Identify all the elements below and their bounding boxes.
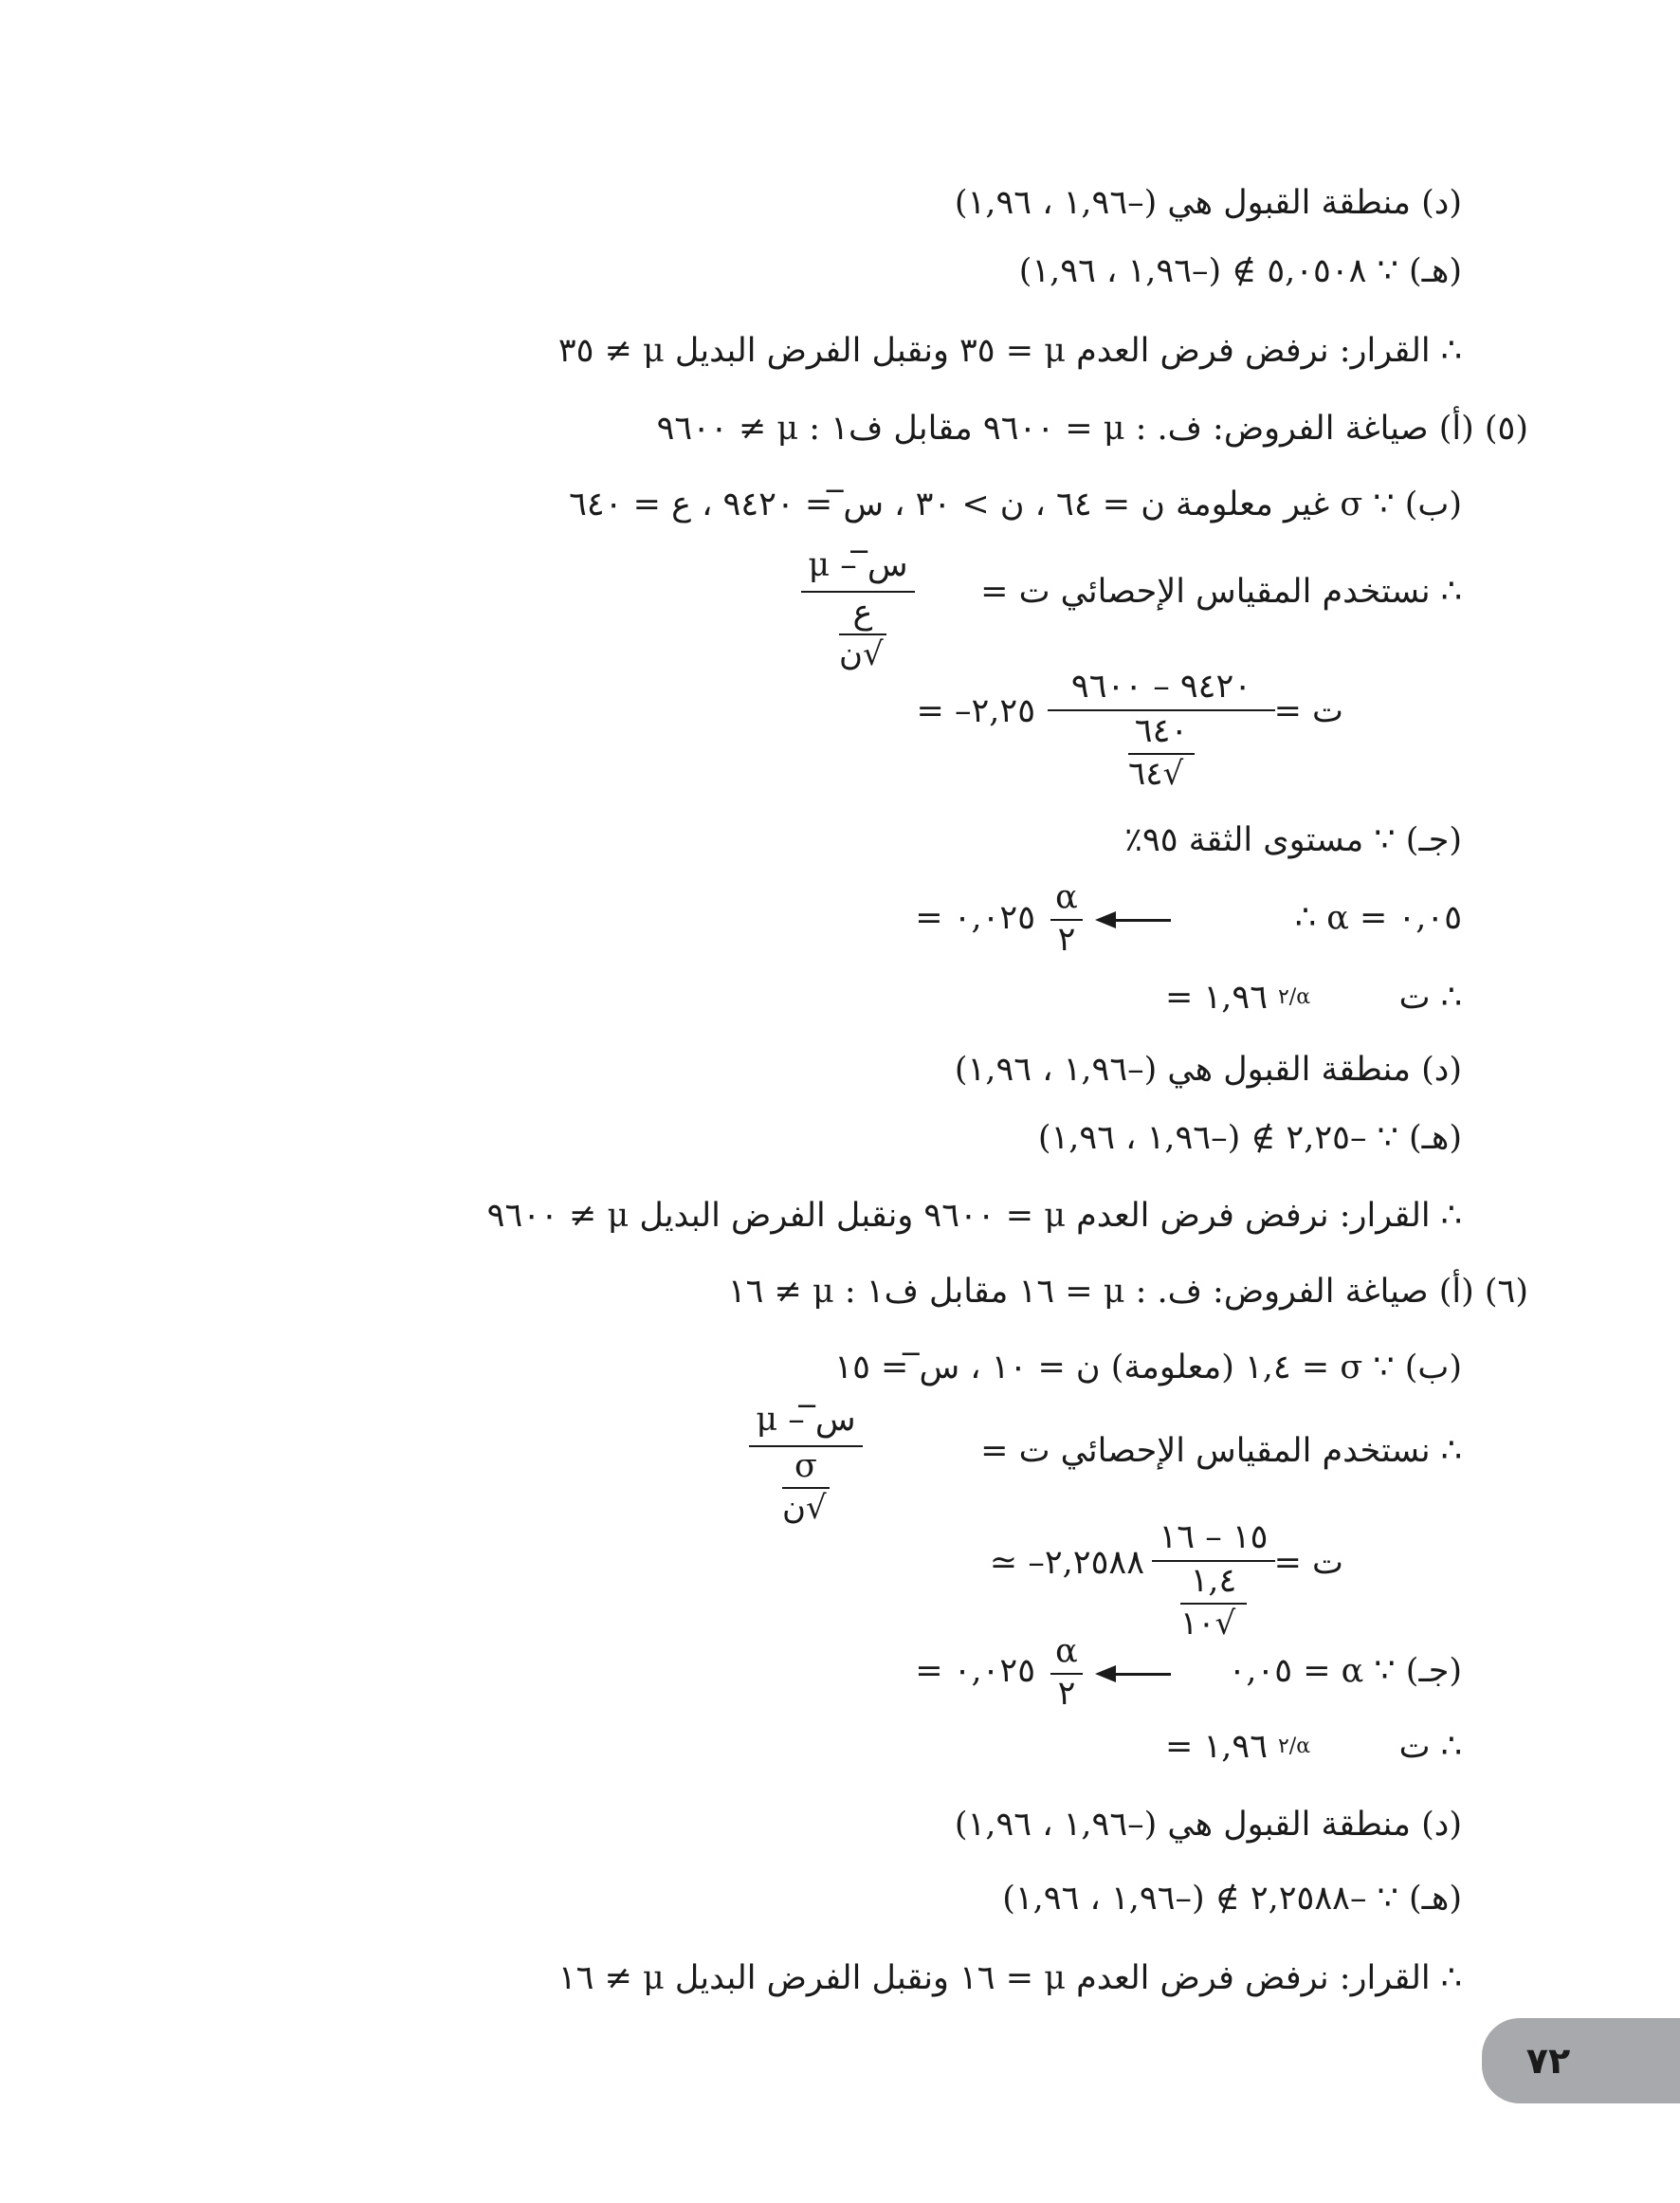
- alpha-half-result: = ٠,٠٢٥: [915, 899, 1035, 937]
- given-data-line: (ب) ∵ σ = ١,٤ (معلومة) ن = ١٠ ، س̅ = ١٥: [834, 1349, 1462, 1386]
- alpha-half-result: = ٠,٠٢٥: [915, 1652, 1035, 1690]
- decision-test-line: (هـ) ∵ –٢,٢٥٨٨ ∌ (–١,٩٦ ، ١,٩٦): [1002, 1880, 1462, 1918]
- alpha-half-denominator: ٢: [1057, 1675, 1076, 1713]
- decision-test-line: (هـ) ∵ ٥,٠٥٠٨ ∌ (–١,٩٦ ، ١,٩٦): [1018, 252, 1462, 290]
- critical-value-label: ∴ ت: [1398, 979, 1462, 1017]
- test-statistic-label: ∴ نستخدم المقياس الإحصائي ت =: [980, 1432, 1462, 1470]
- formula-denominator-top: ع: [852, 594, 873, 632]
- alpha-half-numerator: α: [1055, 878, 1078, 916]
- arrow-line: [1114, 1673, 1171, 1676]
- decision-line: ∴ القرار: نرفض فرض العدم μ = ٩٦٠٠ ونقبل الفرض البديل μ ≠ ٩٦٠٠: [486, 1197, 1462, 1235]
- formula-numerator: س̅ – μ: [756, 1401, 856, 1439]
- t-value-result: ≃ –٢,٢٥٨٨: [989, 1544, 1144, 1582]
- critical-value-result: = ١,٩٦: [1165, 979, 1268, 1017]
- critical-value-result: = ١,٩٦: [1165, 1728, 1268, 1766]
- confidence-level-line: (جـ) ∵ مستوى الثقة ٩٥٪: [1124, 821, 1462, 859]
- t-value-denominator-sqrt: √١٠: [1180, 1605, 1236, 1643]
- acceptance-region-line: (د) منطقة القبول هي (–١,٩٦ ، ١,٩٦): [954, 1051, 1462, 1089]
- critical-value-subscript: α/٢: [1277, 985, 1311, 1009]
- arrow-line: [1114, 919, 1171, 922]
- decision-test-line: (هـ) ∵ –٢,٢٥ ∌ (–١,٩٦ ، ١,٩٦): [1037, 1119, 1462, 1157]
- t-value-numerator: ٩٤٢٠ – ٩٦٠٠: [1070, 668, 1252, 706]
- t-value-denominator-sqrt: √٦٤: [1128, 755, 1184, 793]
- page-number: ٧٢: [1525, 2040, 1571, 2082]
- t-value-numerator: ١٥ – ١٦: [1159, 1518, 1269, 1556]
- test-statistic-label: ∴ نستخدم المقياس الإحصائي ت =: [980, 573, 1462, 611]
- t-value-denominator-top: ٦٤٠: [1134, 712, 1189, 750]
- acceptance-region-line: (د) منطقة القبول هي (–١,٩٦ ، ١,٩٦): [954, 184, 1462, 222]
- arrow-icon: [1095, 1665, 1116, 1682]
- hypotheses-line: (٦) (أ) صياغة الفروض: ف. : μ = ١٦ مقابل ف١ : μ ≠ ١٦: [727, 1273, 1528, 1311]
- t-value-result: = –٢,٢٥: [916, 692, 1035, 730]
- t-value-label: ت =: [1273, 692, 1343, 730]
- t-value-denominator-top: ١,٤: [1190, 1562, 1237, 1600]
- decision-line: ∴ القرار: نرفض فرض العدم μ = ١٦ ونقبل الفرض البديل μ ≠ ١٦: [557, 1959, 1462, 1997]
- formula-numerator: س̅ – μ: [808, 546, 908, 584]
- formula-denominator-sqrt: √ن: [782, 1489, 827, 1527]
- acceptance-region-line: (د) منطقة القبول هي (–١,٩٦ ، ١,٩٦): [954, 1806, 1462, 1844]
- arrow-icon: [1095, 911, 1116, 928]
- given-data-line: (ب) ∵ σ غير معلومة ن = ٦٤ ، ن > ٣٠ ، س̅ = ٩٤٢٠ ، ع = ٦٤٠: [569, 486, 1462, 523]
- critical-value-subscript: α/٢: [1277, 1735, 1311, 1758]
- alpha-half-numerator: α: [1055, 1632, 1078, 1670]
- decision-line: ∴ القرار: نرفض فرض العدم μ = ٣٥ ونقبل الفرض البديل μ ≠ ٣٥: [557, 332, 1462, 370]
- alpha-half-denominator: ٢: [1057, 921, 1076, 959]
- t-value-label: ت =: [1273, 1544, 1343, 1582]
- formula-denominator-sqrt: √ن: [839, 635, 884, 673]
- alpha-line: (جـ) ∵ α = ٠,٠٥: [1228, 1652, 1462, 1690]
- hypotheses-line: (٥) (أ) صياغة الفروض: ف. : μ = ٩٦٠٠ مقابل ف١ : μ ≠ ٩٦٠٠: [656, 410, 1528, 448]
- alpha-line: ∴ α = ٠,٠٥: [1294, 899, 1462, 937]
- formula-denominator-top: σ: [794, 1447, 817, 1485]
- critical-value-label: ∴ ت: [1398, 1728, 1462, 1766]
